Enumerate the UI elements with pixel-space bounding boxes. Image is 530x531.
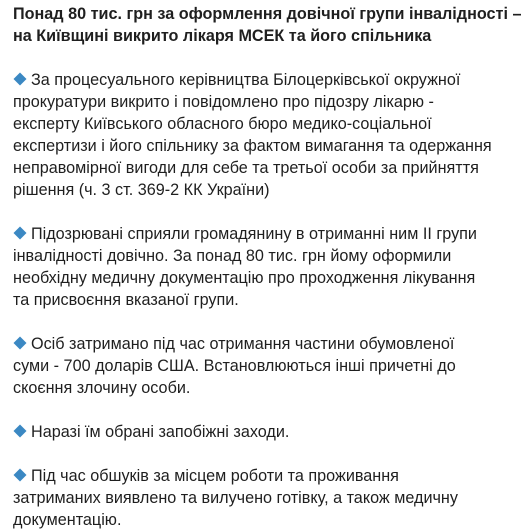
paragraph-searches	[13, 465, 525, 531]
paragraph-detention	[13, 333, 525, 399]
paragraph-text: Осіб затримано під час отримання частини обумовленої суми - 700 доларів США. Встановлюються інші причетні до скоєння злочину особи.	[13, 335, 456, 397]
small-blue-diamond-icon	[13, 468, 27, 482]
paragraph-measures	[13, 421, 525, 443]
spacer	[13, 399, 525, 421]
paragraph-text: Під час обшуків за місцем роботи та проживання затриманих виявлено та вилучено готівку, а також медичну документацію.	[13, 467, 458, 529]
small-blue-diamond-icon	[13, 226, 27, 240]
small-blue-diamond-icon	[13, 336, 27, 350]
paragraph-text: Наразі їм обрані запобіжні заходи.	[31, 423, 290, 441]
small-blue-diamond-icon	[13, 72, 27, 86]
spacer	[13, 47, 525, 69]
news-post	[13, 3, 525, 531]
spacer	[13, 201, 525, 223]
paragraph-text: За процесуального керівництва Білоцерківської окружної прокуратури викрито і повідомлено про підозру лікарю - експерту Київського обласного бюро медико-соціальної експертизи і його спільнику за фактом вимагання та одержання неправомірної вигоди для себе та третьої особи за прийняття рішення (ч. 3 ст. 369-2 КК України)	[13, 71, 492, 199]
small-blue-diamond-icon	[13, 424, 27, 438]
post-headline: Понад 80 тис. грн за оформлення довічної групи інвалідності – на Київщині викрито лікаря МСЕК та його спільника	[13, 5, 522, 45]
spacer	[13, 311, 525, 333]
paragraph-text: Підозрювані сприяли громадянину в отриманні ним ІІ групи інвалідності довічно. За понад 80 тис. грн йому оформили необхідну медичну документацію про проходження лікування та присвоєння вказаної групи.	[13, 225, 477, 309]
spacer	[13, 443, 525, 465]
paragraph-suspects	[13, 223, 525, 311]
paragraph-prosecution	[13, 69, 525, 201]
